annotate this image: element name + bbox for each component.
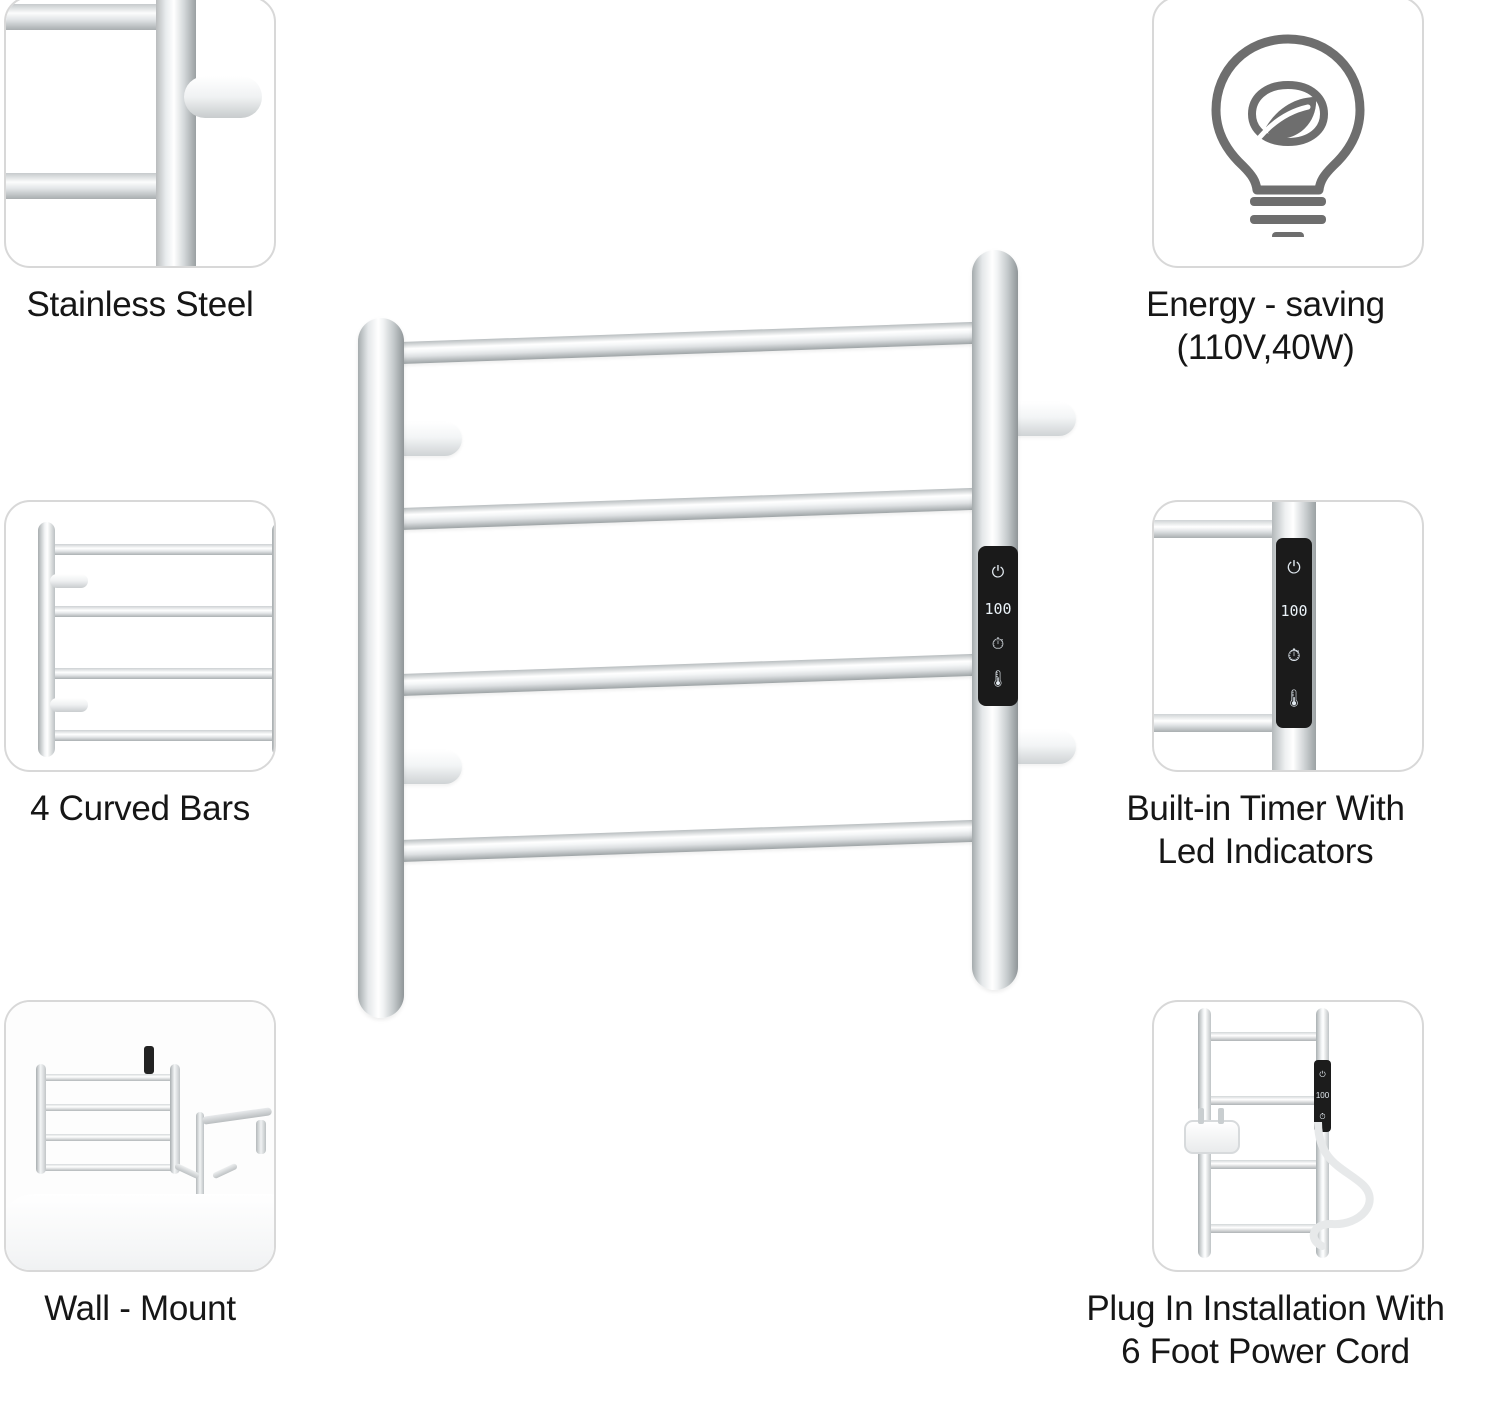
feature-wall-mount [0,1000,280,1331]
feature-caption: Stainless Steel [26,285,254,324]
wall-post-left [36,1064,46,1174]
feature-curved-bars [0,500,280,831]
plug-prong [1198,1108,1204,1124]
towel-bar [372,487,1000,531]
temperature-icon[interactable]: 🌡 [987,670,1009,688]
temperature-display: 100 [984,599,1012,618]
wall-bar [40,1164,174,1171]
plug-rack-bar [1202,1224,1320,1233]
mini-bar [42,730,276,741]
mini-nub [50,698,88,712]
towel-bar [372,653,1000,697]
wall-rack [28,1064,188,1174]
feature-stainless-steel [0,0,280,327]
bathtub [4,1194,276,1272]
temperature-icon[interactable]: 🌡 [1283,688,1305,708]
wall-mounted-rack-photo [4,1000,276,1272]
plug-rack-bar [1202,1096,1320,1105]
plug-rack-bar [1202,1032,1320,1041]
bathroom-scene [6,1002,274,1270]
plug-head [1184,1120,1240,1154]
feature-caption-line2: Led Indicators [1157,831,1374,871]
vertical-post-left [358,318,404,1018]
mini-bar [42,606,276,617]
feature-caption-line1: Built-in Timer With [1126,789,1405,828]
mini-rack [20,522,266,757]
energy-bulb-leaf-icon [1152,0,1424,268]
feature-caption-line2: 6 Foot Power Cord [1121,1331,1410,1371]
power-icon: ⏻ [1319,1069,1326,1079]
feature-caption: 4 Curved Bars [30,789,250,828]
mini-bar [42,544,276,555]
wall-bar [40,1104,174,1111]
temperature-display: 100 [1280,602,1308,621]
feature-plug-in-installation [1086,1000,1445,1373]
control-panel[interactable] [978,546,1018,706]
plug-prong [1218,1108,1224,1124]
mini-bar [42,668,276,679]
wall-control-panel [144,1046,154,1074]
power-icon[interactable]: ⏻ [1287,558,1301,578]
feature-caption-line2: (110V,40W) [1176,327,1355,367]
timer-icon[interactable]: ⏱ [1287,645,1301,665]
wall-bar [40,1074,174,1081]
mini-post-left [38,522,55,757]
temperature-display: 100 [1315,1090,1330,1100]
feature-caption-line1: Energy - saving [1146,285,1385,324]
faucet-handle [212,1163,238,1179]
lightbulb-leaf-icon [1188,27,1388,237]
power-icon[interactable]: ⏻ [991,563,1005,581]
plug-rack-bar [1202,1160,1320,1169]
feature-caption [1081,1288,1451,1373]
timer-icon: ⏱ [1319,1112,1326,1122]
power-cord-plug-icon [1152,1000,1424,1272]
feature-caption: Wall - Mount [44,1289,236,1328]
control-panel[interactable] [1276,538,1312,728]
faucet-head [256,1120,266,1154]
timer-icon[interactable]: ⏱ [991,635,1005,653]
faucet-stem [196,1112,204,1204]
steel-nub [184,76,262,118]
bulb-icon-wrap [1154,0,1422,266]
towel-bar [372,819,1000,863]
wall-post-right [170,1064,180,1174]
towel-rack-icon [4,500,276,772]
mini-nub [50,574,88,588]
steel-post [156,0,196,268]
power-cord [1304,1122,1424,1272]
wall-bar [40,1134,174,1141]
product-image [300,250,1200,1010]
steel-closeup-icon [4,0,276,268]
feature-caption-line1: Plug In Installation With [1086,1289,1445,1328]
mini-post-right [272,522,276,757]
towel-bar [372,321,1000,365]
